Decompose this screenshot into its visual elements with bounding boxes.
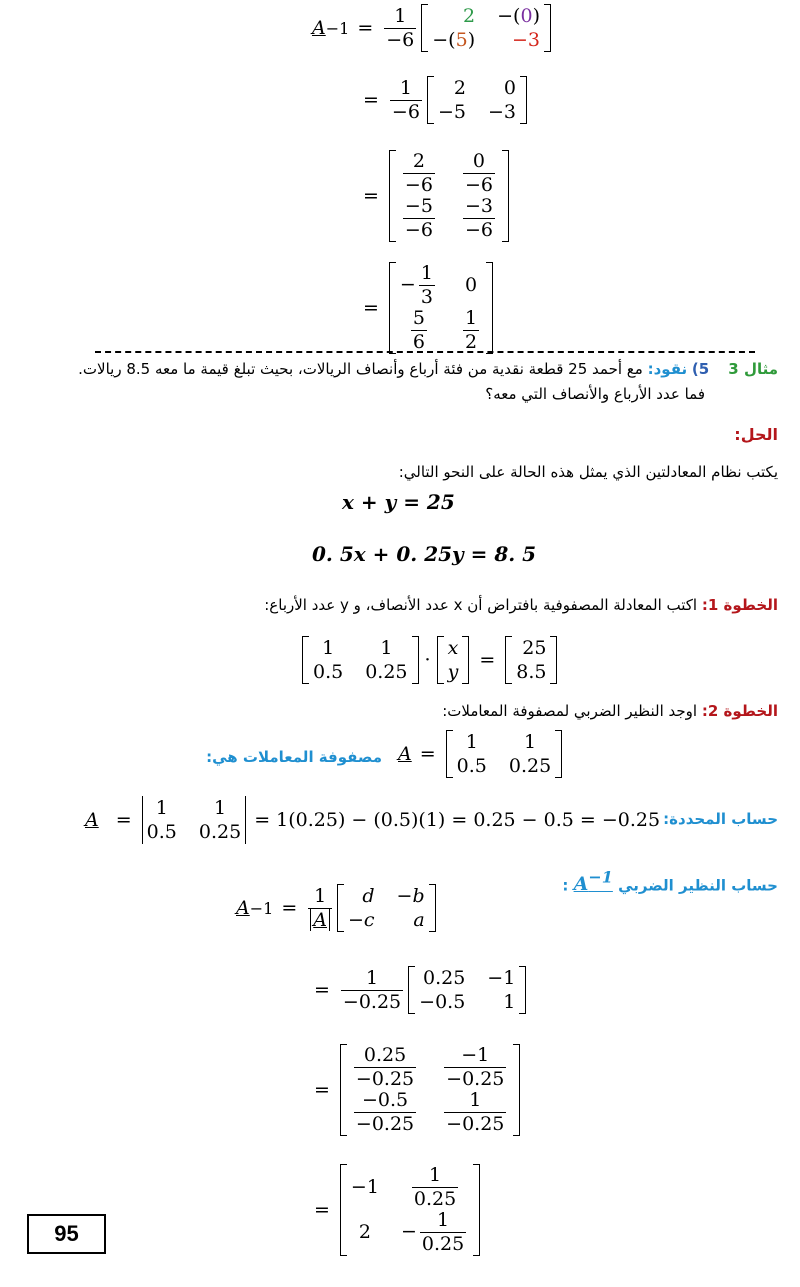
step-1: الخطوة 1: اكتب المعادلة المصفوفية بافتراض أن x عدد الأنصاف، و y عدد الأرباع:	[264, 596, 778, 614]
coefficient-label: مصفوفة المعاملات هي:	[206, 748, 382, 766]
section-divider	[95, 351, 755, 353]
top-inverse-line-3: = $\frac{2}{-6}$ $\frac{0}{-6}$ $\frac{-5}{-6}$ $\frac{-3}{-6}$	[355, 150, 511, 242]
determinant-label: حساب المحددة:	[663, 810, 778, 828]
solution-heading: الحل:	[734, 425, 778, 444]
variable-vector: x y	[437, 636, 470, 684]
inverse-result: = −1 $\frac{1}{0.25}$ 2 − $\frac{1}{0.25}$	[306, 1164, 482, 1256]
matrix: 2 0 −5 −3	[427, 76, 527, 124]
fraction: $\frac{1}{-6}$	[391, 76, 420, 123]
top-inverse-line-2: = $\frac{1}{-6}$ 2 0 −5 −3	[355, 76, 529, 124]
top-inverse-line-4: = − $\frac{1}{3}$ 0 $\frac{5}{6}$ $\frac{1}{2}$	[355, 262, 495, 354]
page-number: 95	[27, 1214, 106, 1254]
inverse-substituted: = $\frac{1}{-0.25}$ 0.25 −1 −0.5 1	[306, 966, 528, 1014]
solution-intro: يكتب نظام المعادلتين الذي يمثل هذه الحالة على النحو التالي:	[398, 463, 778, 481]
inverse-label: حساب النظير الضربي $A^{-1}$ :	[562, 868, 778, 896]
matrix: $\frac{2}{-6}$ $\frac{0}{-6}$ $\frac{-5}{-6}$ $\frac{-3}{-6}$	[389, 150, 509, 242]
step-2: الخطوة 2: اوجد النظير الضربي لمصفوفة المعاملات:	[442, 702, 778, 720]
coefficient-matrix-def: A = 1 1 0.5 0.25	[398, 730, 564, 778]
matrix-symbol: A	[312, 17, 326, 39]
inverse-fractions: = $\frac{0.25}{-0.25}$ $\frac{-1}{-0.25}$ $\frac{-0.5}{-0.25}$ $\frac{1}{-0.25}$	[306, 1044, 522, 1136]
example-badge: مثال 3	[728, 360, 778, 378]
fraction: $\frac{1}{-6}$	[386, 4, 415, 51]
top-inverse-line-1: A −1 = $\frac{1}{-6}$ 2 −(0) −(5) −3	[312, 4, 553, 52]
example-line-2: فما عدد الأرباع والأنصاف التي معه؟	[485, 385, 705, 403]
matrix-equation: 1 1 0.5 0.25 · x y = 25 8.5	[300, 636, 559, 684]
inverse-formula: A −1 = $\frac{1}{A}$ d −b −c a	[236, 884, 438, 932]
equation-1: x + y = 25	[342, 490, 455, 514]
determinant-expression: A = 1 1 0.5 0.25 = 1(0.25) − (0.5)(1) = 0.25 − 0.5 = −0.25	[85, 797, 661, 843]
example-line-1: مثال 3 5) نقود: مع أحمد 25 قطعة نقدية من فئة أرباع وأنصاف الريالات، بحيث تبلغ قيمة ما معه 8.5 ريالات.	[78, 360, 778, 378]
matrix: 2 −(0) −(5) −3	[421, 4, 551, 52]
coefficient-matrix: 1 1 0.5 0.25	[302, 636, 419, 684]
equation-2: 0. 5x + 0. 25y = 8. 5	[312, 542, 537, 566]
matrix: − $\frac{1}{3}$ 0 $\frac{5}{6}$ $\frac{1}{2}$	[389, 262, 493, 354]
constant-vector: 25 8.5	[505, 636, 557, 684]
